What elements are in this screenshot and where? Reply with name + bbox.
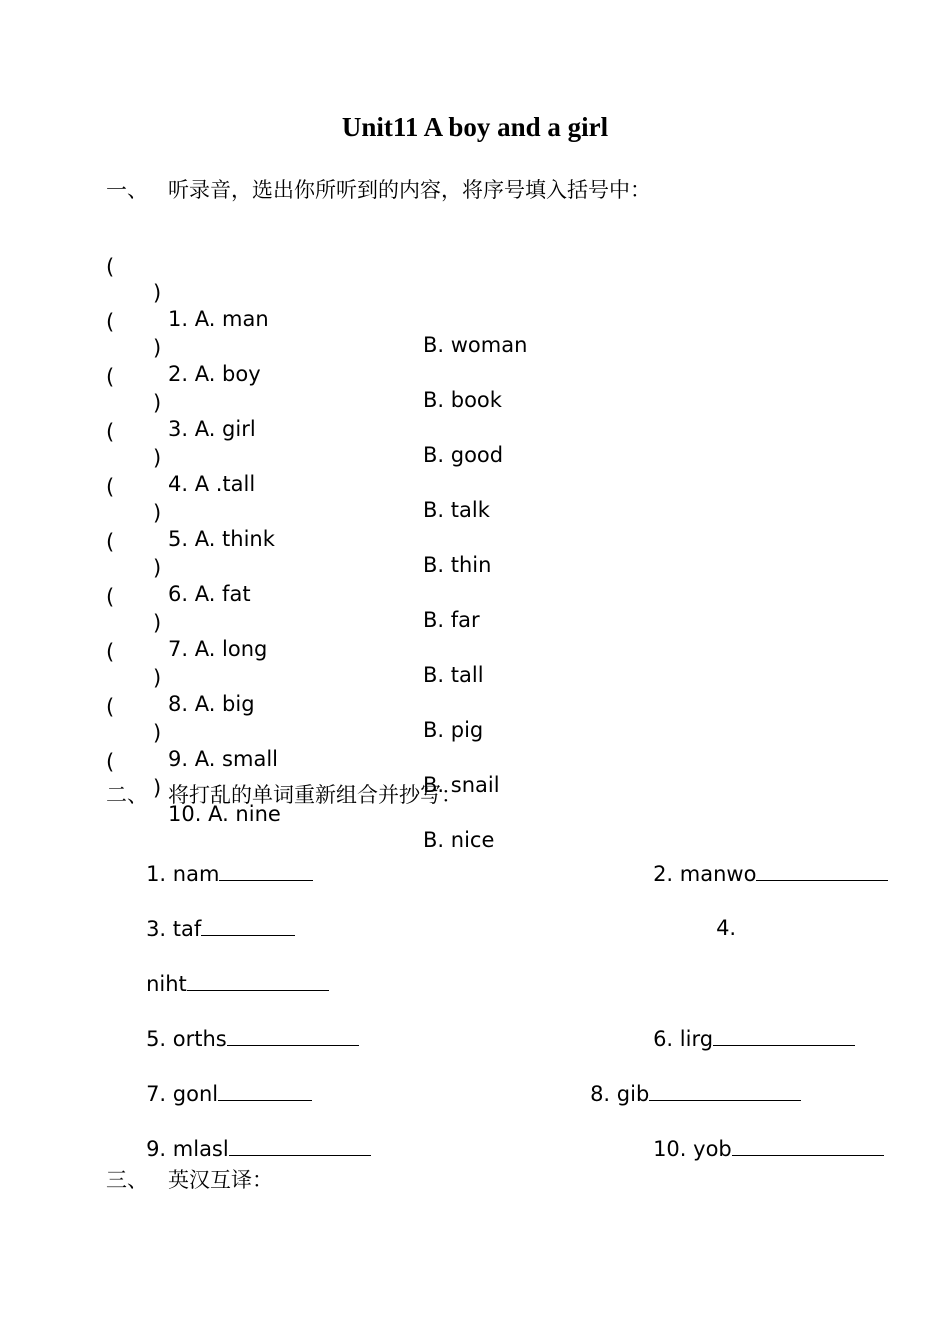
answer-bracket-close: ) [153,611,162,635]
answer-blank[interactable] [187,970,329,991]
answer-bracket-open[interactable]: ( [106,750,115,774]
answer-bracket-open[interactable]: ( [106,255,115,279]
scrambled-word: 6. lirg [653,1027,714,1051]
option-b: B. thin [423,553,492,577]
option-b: B. pig [423,718,484,742]
answer-bracket-close: ) [153,281,162,305]
option-a: 5. A. think [168,527,275,551]
answer-bracket-open[interactable]: ( [106,475,115,499]
scrambled-word: 1. nam [146,862,220,886]
section-instruction: 英汉互译： [168,1168,273,1192]
option-b: B. nice [423,828,495,852]
option-b: B. talk [423,498,490,522]
answer-blank[interactable] [713,1025,855,1046]
scrambled-word: 3. taf [146,917,202,941]
answer-blank[interactable] [756,860,888,881]
answer-bracket-open[interactable]: ( [106,420,115,444]
answer-bracket-close: ) [153,721,162,745]
list-item [613,834,888,913]
answer-bracket-open[interactable]: ( [106,585,115,609]
option-a: 4. A .tall [168,472,256,496]
answer-blank[interactable] [219,860,313,881]
option-b: B. good [423,443,504,467]
option-a: 10. A. nine [168,802,281,826]
scrambled-word: 7. gonl [146,1082,219,1106]
answer-bracket-open[interactable]: ( [106,310,115,334]
item-number: 4. [716,916,737,940]
list-item [613,1109,884,1188]
list-item [676,889,736,967]
answer-bracket-open[interactable]: ( [106,365,115,389]
answer-blank[interactable] [227,1025,359,1046]
section-number: 二、 [106,783,148,807]
option-b: B. snail [423,773,500,797]
section-instruction: 将打乱的单词重新组合并抄写： [168,783,462,807]
section-number: 一、 [106,178,148,202]
answer-blank[interactable] [649,1080,801,1101]
answer-blank[interactable] [229,1135,371,1156]
scrambled-word: 8. gib [590,1082,650,1106]
option-a: 9. A. small [168,747,278,771]
answer-bracket-close: ) [153,391,162,415]
answer-blank[interactable] [201,915,295,936]
answer-blank[interactable] [218,1080,312,1101]
option-a: 1. A. man [168,307,269,331]
answer-bracket-close: ) [153,336,162,360]
answer-bracket-close: ) [153,446,162,470]
section-instruction: 听录音，选出你所听到的内容，将序号填入括号中： [168,178,651,202]
section-number: 三、 [106,1168,148,1192]
option-a: 8. A. big [168,692,255,716]
scrambled-word: 9. mlasl [146,1137,229,1161]
answer-bracket-close: ) [153,501,162,525]
scrambled-word: 10. yob [653,1137,732,1161]
page-title: Unit11 A boy and a girl [341,112,609,142]
scrambled-word: 2. manwo [653,862,757,886]
option-b: B. tall [423,663,484,687]
answer-bracket-open[interactable]: ( [106,640,115,664]
answer-bracket-close: ) [153,556,162,580]
answer-blank[interactable] [732,1135,884,1156]
option-a: 7. A. long [168,637,268,661]
option-a: 3. A. girl [168,417,256,441]
answer-bracket-close: ) [153,666,162,690]
option-b: B. woman [423,333,528,357]
answer-bracket-open[interactable]: ( [106,530,115,554]
scrambled-word: niht [146,972,187,996]
scrambled-word: 5. orths [146,1027,227,1051]
option-a: 2. A. boy [168,362,261,386]
option-a: 6. A. fat [168,582,251,606]
option-b: B. book [423,388,502,412]
answer-bracket-open[interactable]: ( [106,695,115,719]
answer-bracket-close: ) [153,776,162,800]
option-b: B. far [423,608,480,632]
